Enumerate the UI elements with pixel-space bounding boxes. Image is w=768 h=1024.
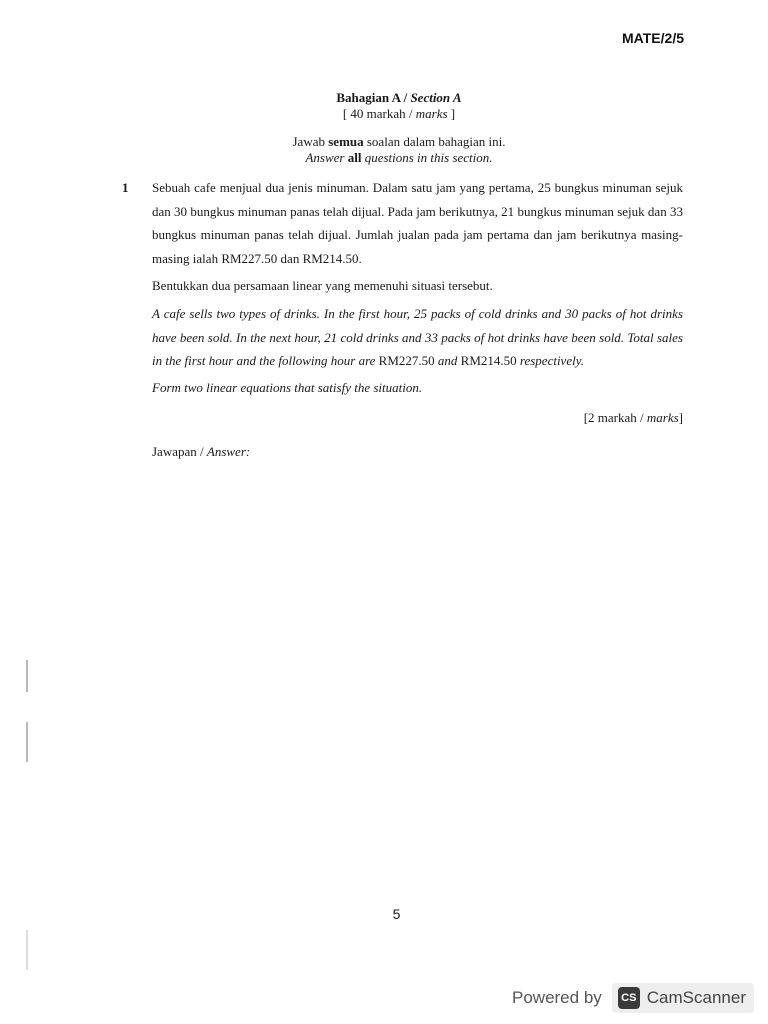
page-number: 5 <box>392 906 401 922</box>
question-task-ms: Bentukkan dua persamaan linear yang memenuhi situasi tersebut. <box>152 278 493 293</box>
camscanner-badge <box>612 983 754 1013</box>
section-title <box>0 90 768 106</box>
section-marks: [ 40 markah / marks ] <box>342 106 456 121</box>
question-text-ms: Sebuah cafe menjual dua jenis minuman. Dalam satu jam yang pertama, 25 bungkus minuman sejuk dan 30 bungkus minuman panas telah dijual. Pada jam berikutnya, 21 bungkus minuman sejuk dan 33 bungkus minuman panas telah dijual. Jumlah jualan pada jam pertama dan jam berikutnya masing-masing ialah RM227.50 dan RM214.50. <box>152 180 683 266</box>
question-task-en: Form two linear equations that satisfy the situation. <box>152 380 423 395</box>
section-instructions <box>0 134 768 166</box>
paper-code: MATE/2/5 <box>622 30 684 46</box>
question-number: 1 <box>122 180 129 195</box>
scan-edge-mark <box>26 660 28 692</box>
section-title-ms: Bahagian A / <box>336 90 408 105</box>
camscanner-footer <box>512 982 754 1014</box>
scan-edge-mark <box>26 930 28 970</box>
instruction-ms: Jawab semua soalan dalam bahagian ini. <box>292 134 506 149</box>
section-title-en: Section A <box>410 90 462 105</box>
instruction-en: Answer all questions in this section. <box>305 150 493 165</box>
powered-by-text: Powered by <box>512 988 602 1007</box>
camscanner-brand-name: CamScanner <box>646 988 746 1007</box>
camscanner-logo-icon: CS <box>618 987 640 1009</box>
scan-edge-mark <box>26 722 28 762</box>
question-marks: [2 markah / marks] <box>583 410 683 425</box>
section-heading <box>0 90 768 122</box>
question-text-en: A cafe sells two types of drinks. In the first hour, 25 packs of cold drinks and 30 packs of hot drinks have been sold. In the next hour, 21 cold drinks and 33 packs of hot drinks have been sold. Total sales in the first hour and the following hour are RM227.50 and RM214.50 respectively. <box>152 306 683 368</box>
answer-label: Jawapan / Answer: <box>152 444 251 459</box>
